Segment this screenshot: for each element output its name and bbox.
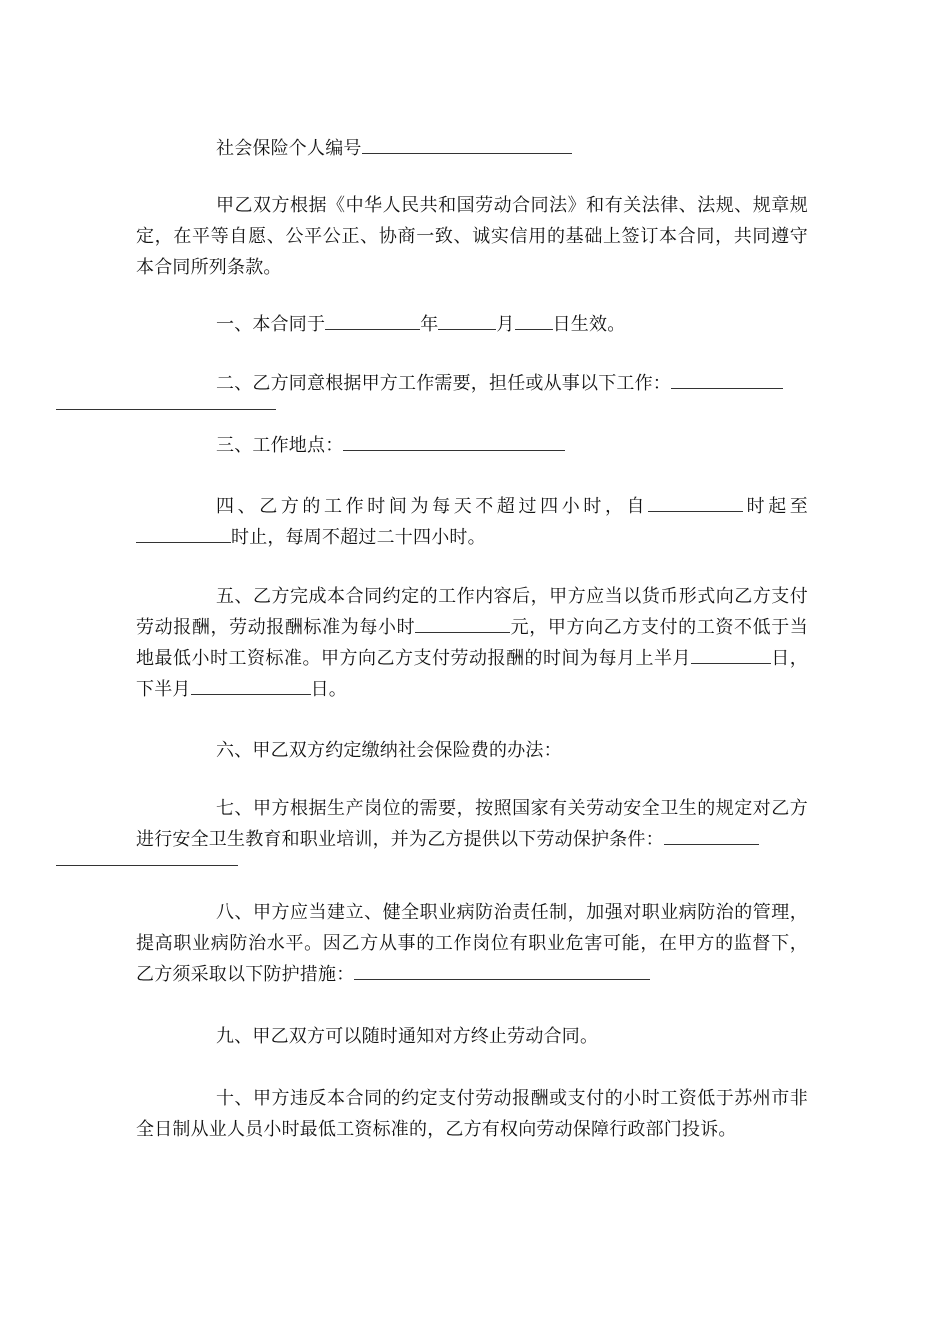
end-time-blank: [136, 522, 231, 543]
clause-2-text: 二、乙方同意根据甲方工作需要，担任或从事以下工作：: [216, 373, 671, 394]
protective-measures-blank: [354, 959, 650, 980]
clause-5-text-a: 五、乙方完成本合同约定的工作内容后，甲方应当以货币形式向乙方支付劳动报酬，劳动报酬标准为每小时: [136, 586, 808, 638]
hourly-rate-blank: [415, 612, 510, 633]
clause-4: [136, 491, 808, 553]
clause-5-text-b: 元，甲方向乙方支付的工资不低于当地最低小时工资标准。甲方向乙方支付劳动报酬的时间为每月上半月: [136, 617, 809, 669]
year-blank: [325, 309, 420, 330]
clause-1-text-b: 年: [420, 314, 439, 335]
clause-8-text: 八、甲方应当建立、健全职业病防治责任制，加强对职业病防治的管理，提高职业病防治水平。因乙方从事的工作岗位有职业危害可能，在甲方的监督下，乙方须采取以下防护措施：: [136, 902, 808, 985]
clause-3: [136, 430, 808, 461]
clause-10: 十、甲方违反本合同的约定支付劳动报酬或支付的小时工资低于苏州市非全日制从业人员小时最低工资标准的，乙方有权向劳动保障行政部门投诉。: [136, 1088, 808, 1140]
day-blank: [515, 309, 553, 330]
first-half-day-blank: [691, 643, 771, 664]
protection-blank-1: [664, 824, 759, 845]
job-blank-2: [56, 409, 276, 410]
preamble-paragraph: 甲乙双方根据《中华人民共和国劳动合同法》和有关法律、法规、规章规定，在平等自愿、公平公正、协商一致、诚实信用的基础上签订本合同，共同遵守本合同所列条款。: [136, 195, 808, 278]
clause-5-text-d: 日。: [310, 679, 348, 700]
clause-1-text-a: 一、本合同于: [216, 314, 326, 335]
second-half-day-blank: [191, 674, 311, 695]
social-insurance-blank: [362, 133, 572, 154]
month-blank: [438, 309, 496, 330]
work-location-blank: [343, 430, 565, 451]
clause-1-text-c: 月: [496, 314, 515, 335]
clause-1: [136, 309, 808, 340]
clause-4-text-a: 四、乙方的工作时间为每天不超过四小时，自: [216, 496, 649, 517]
clause-4-text-b: 时起至: [743, 496, 808, 517]
clause-7: [136, 793, 808, 866]
job-blank-1: [671, 368, 783, 389]
social-insurance-label: 社会保险个人编号: [216, 138, 362, 159]
social-insurance-number-line: [136, 133, 808, 164]
clause-5: [136, 581, 808, 705]
clause-2: [136, 368, 808, 410]
clause-9: 九、甲乙双方可以随时通知对方终止劳动合同。: [216, 1026, 599, 1047]
clause-3-text: 三、工作地点：: [216, 435, 344, 456]
protection-blank-2: [56, 865, 238, 866]
contract-page: [136, 133, 808, 1145]
clause-4-text-c: 时止，每周不超过二十四小时。: [231, 527, 486, 548]
clause-8: [136, 897, 808, 990]
clause-5-text-c: 日，下半月: [136, 648, 808, 700]
start-time-blank: [648, 491, 743, 512]
clause-6: 六、甲乙双方约定缴纳社会保险费的办法：: [216, 740, 562, 761]
clause-7-text: 七、甲方根据生产岗位的需要，按照国家有关劳动安全卫生的规定对乙方进行安全卫生教育和职业培训，并为乙方提供以下劳动保护条件：: [136, 798, 808, 850]
clause-1-text-d: 日生效。: [552, 314, 626, 335]
